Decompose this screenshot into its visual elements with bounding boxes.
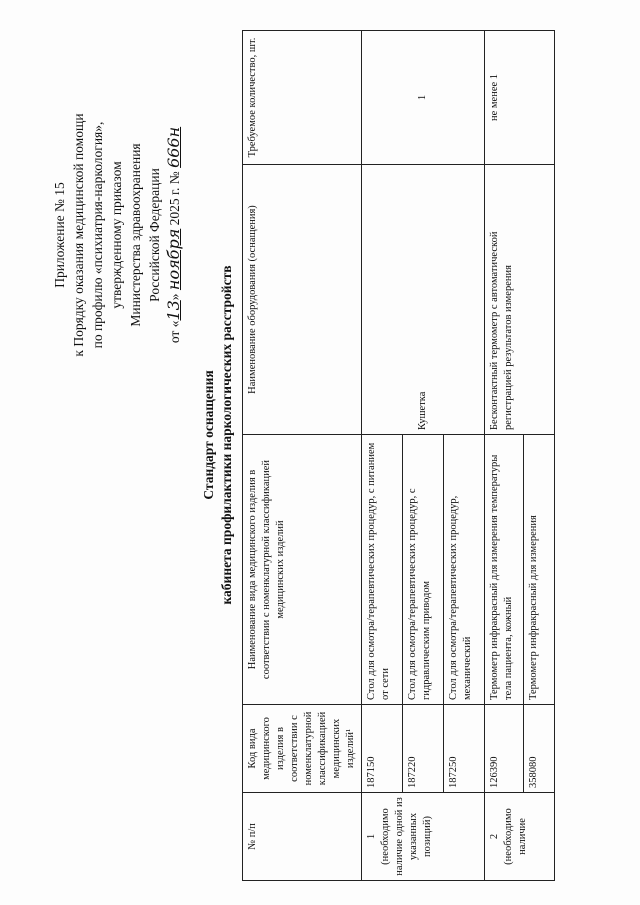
date-day: 13 [164, 300, 183, 321]
appendix-header [50, 25, 184, 445]
table-row [362, 31, 403, 881]
code-cell: 358080 [524, 705, 555, 793]
header-code: Код вида медицинского изделия в соответствии с номенклатурной классификацией медицинских изделий¹ [243, 705, 362, 793]
appendix-line: Министерства здравоохранения [128, 143, 143, 327]
code-cell: 187220 [403, 705, 444, 793]
header-qty: Требуемое количество, шт. [243, 31, 362, 165]
header-kind: Наименование вида медицинского изделия в соответствии с номенклатурной классификацией медицинских изделий [243, 435, 362, 705]
code-cell: 187250 [444, 705, 485, 793]
kind-cell: Стол для осмотра/терапевтических процедур, с питанием от сети [362, 435, 403, 705]
kind-cell: Термометр инфракрасный для измерения температуры тела пациента, кожный [485, 435, 524, 705]
kind-cell: Стол для осмотра/терапевтических процедур, механический [444, 435, 485, 705]
order-number: 666н [164, 126, 183, 168]
header-equipment: Наименование оборудования (оснащения) [243, 165, 362, 435]
appendix-number: Приложение № 15 [52, 182, 67, 288]
table-header-row [243, 31, 362, 881]
equipment-table [242, 30, 555, 881]
row-note: (необходимо наличие одной из указанных позиций) [380, 797, 433, 876]
equipment-cell: Бесконтактный термометр с автоматической регистрацией результатов измерения [485, 165, 555, 435]
row-number-cell [485, 793, 555, 881]
appendix-line: утвержденному приказом [109, 161, 124, 309]
equipment-cell: Кушетка [362, 165, 485, 435]
order-date-line [164, 25, 184, 445]
code-cell: 187150 [362, 705, 403, 793]
code-cell: 126390 [485, 705, 524, 793]
qty-cell: не менее 1 [485, 31, 555, 165]
title-line: кабинета профилактики наркологических расстройств [219, 265, 234, 605]
qty-cell: 1 [362, 31, 485, 165]
appendix-line: по профилю «психиатрия-наркология», [90, 121, 105, 349]
row-number-cell [362, 793, 485, 881]
kind-cell: Стол для осмотра/терапевтических процедур, с гидравлическим приводом [403, 435, 444, 705]
date-prefix: от « [167, 320, 182, 344]
appendix-line: Российской Федерации [147, 168, 162, 302]
appendix-line: к Порядку оказания медицинской помощи [71, 113, 86, 357]
date-year: 2025 г. № [167, 171, 182, 226]
header-num: № п/п [243, 793, 362, 881]
date-mid: » [167, 293, 182, 301]
row-number: 1 [366, 833, 377, 840]
title-line: Стандарт оснащения [201, 370, 216, 500]
row-number: 2 [489, 833, 500, 840]
table-row [485, 31, 524, 881]
document-title [200, 115, 236, 755]
kind-cell: Термометр инфракрасный для измерения [524, 435, 555, 705]
date-month: ноября [164, 228, 183, 291]
row-note: (необходимо наличие [503, 808, 528, 865]
